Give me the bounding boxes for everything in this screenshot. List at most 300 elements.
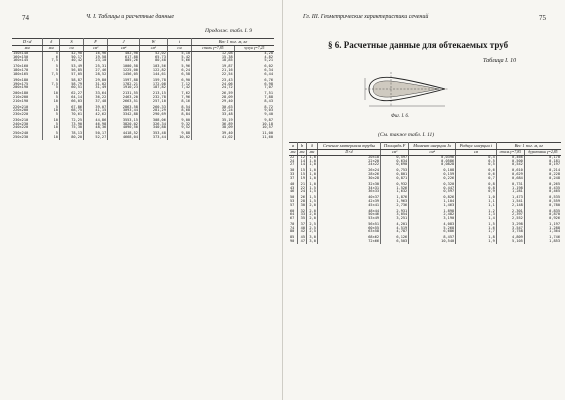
table-cell: 0,826 <box>409 196 456 200</box>
table-cell: 42×39 <box>317 200 380 204</box>
table-cell: 12 <box>297 156 306 160</box>
table-cell: 6,90 <box>167 79 191 83</box>
unit-cell: мм <box>297 150 306 156</box>
table-cell: 0,170 <box>549 155 560 159</box>
table-cell: 7,5 <box>43 83 60 87</box>
col-header: сталь γ=7,85 <box>496 150 524 156</box>
table-cell: 187,82 <box>139 86 167 92</box>
table-cell: 7,62 <box>167 92 191 96</box>
table-cell: 15 <box>297 173 306 177</box>
table-cell: 57,05 <box>59 73 83 79</box>
table-cell: 24 <box>289 160 297 164</box>
table-cell: 70 <box>289 223 297 227</box>
table-cell: 0,835 <box>549 208 560 213</box>
table-cell: 58,79 <box>59 83 83 87</box>
table-cell: 5,66 <box>167 59 191 65</box>
table-cell: 24,06 <box>192 83 235 87</box>
table-cell: 80,20 <box>59 136 83 140</box>
table-cell: 617,88 <box>108 56 140 60</box>
table-cell: 159,78 <box>139 79 167 83</box>
table-cell: 50,17 <box>59 56 83 60</box>
table-cell: 3,547 <box>496 227 524 231</box>
table-cell: 1,541 <box>496 200 524 204</box>
table-cell: 10 <box>43 119 60 123</box>
table-cell: 6 <box>43 56 60 60</box>
table-cell: 0,226 <box>409 177 456 183</box>
unit-cell: см⁴ <box>108 46 140 52</box>
table-cell: 0,870 <box>549 212 560 217</box>
col-group-header: Вес 1 пог. м, кг <box>496 143 561 150</box>
table-cell: 8,72 <box>264 104 273 109</box>
table-cell: 22 <box>289 156 297 160</box>
table-cell: 0,447 <box>409 187 456 191</box>
table-cell: 308,06 <box>139 119 167 123</box>
table-cell: 10 <box>43 136 60 140</box>
table-cell: 50 <box>289 196 297 200</box>
table-cell: 210×190 <box>12 100 43 106</box>
table-cell: 0,6 <box>456 169 497 173</box>
table-cell: 7,07 <box>264 85 273 90</box>
table-cell: 80 <box>289 230 297 236</box>
table-cell: 4,519 <box>381 227 409 231</box>
table-cell: 0,6 <box>456 173 497 177</box>
table-cell: 40 <box>297 227 306 231</box>
table-cell: 1782,21 <box>108 83 140 87</box>
table-cell: 10,02 <box>167 136 191 140</box>
table-cell: 21,16 <box>192 69 235 73</box>
table-cell: 0,629 <box>496 173 524 177</box>
table-cell: 290,69 <box>139 113 167 119</box>
table-cell: 5 <box>43 113 60 119</box>
table-cell: 9,40 <box>264 112 273 117</box>
table-cell: 353,48 <box>139 132 167 136</box>
table-cell: 0,926 <box>549 216 560 221</box>
table-cell: 0,181 <box>549 158 560 163</box>
table-cell: 1,364 <box>549 229 560 234</box>
table-cell: 7,12 <box>167 83 191 87</box>
table-cell: 16,96 <box>84 52 108 56</box>
table-cell: 1597,88 <box>108 79 140 83</box>
col-header: a <box>289 143 297 150</box>
table-cell: 34×31 <box>317 187 380 191</box>
table-cell: 1,898 <box>409 210 456 214</box>
table-cell: 0,932 <box>381 183 409 187</box>
table-cell: 29,80 <box>84 79 108 83</box>
right-table-body <box>289 156 561 244</box>
table-cell: 1,9 <box>456 240 497 244</box>
table-cell: 240×230 <box>12 123 43 127</box>
col-header: Сечение материала трубы <box>317 143 380 150</box>
unit-cell: см² <box>381 150 409 156</box>
table-cell: 230×210 <box>12 119 43 123</box>
table-row <box>289 240 561 244</box>
col-header: F <box>84 39 108 46</box>
table-cell: 190×180 <box>12 79 43 83</box>
table-cell: 90 <box>289 240 297 244</box>
table-cell: 38,09 <box>192 126 235 132</box>
table-cell: 47 <box>297 240 306 244</box>
table-cell: 5 <box>43 106 60 110</box>
table-cell: 1,1 <box>456 200 497 204</box>
table-cell: 66,03 <box>59 100 83 106</box>
table-cell: 1,746 <box>549 235 560 240</box>
table-cell: 42,90 <box>59 52 83 56</box>
table-cell: 1,8 <box>456 236 497 240</box>
table-cell: 805,26 <box>108 59 140 65</box>
table-cell: 64 <box>289 213 297 217</box>
table-cell: 7,96 <box>167 96 191 100</box>
table-cell: 0,8 <box>456 187 497 191</box>
table-cell: 52,02 <box>139 52 167 56</box>
table-cell: 40,42 <box>59 59 83 65</box>
table-cell: 53 <box>289 200 297 204</box>
table-cell: 2,5 <box>306 227 317 231</box>
table-cell: 56×51 <box>317 223 380 227</box>
table-cell: 0,5 <box>456 160 497 164</box>
table-cell: 190×175 <box>12 83 43 87</box>
table-cell: 3820,02 <box>108 123 140 127</box>
table-cell: 31,49 <box>84 86 108 92</box>
table-cell: 58,87 <box>59 79 83 83</box>
table-cell: 26 <box>297 196 306 200</box>
table-cell: 6,34 <box>264 68 273 73</box>
table-cell: 28 <box>297 200 306 204</box>
running-head: Ч. I. Таблицы и расчетные данные <box>86 14 175 20</box>
table-cell: 22×20 <box>317 160 380 164</box>
table-cell: 9,52 <box>167 126 191 132</box>
table-cell: 1,0 <box>306 169 317 173</box>
table-cell: 68,75 <box>59 109 83 113</box>
table-cell: 22 <box>297 187 306 191</box>
table-cell: 170×160 <box>12 65 43 69</box>
table-cell: 0,159 <box>409 173 456 177</box>
table-cell: 46,98 <box>84 123 108 127</box>
table-cell: 0,542 <box>496 163 524 169</box>
table-cell: 5,105 <box>496 240 524 244</box>
table-cell: 48×44 <box>317 210 380 214</box>
table-cell: 56,85 <box>59 69 83 73</box>
right-data-table <box>289 142 561 244</box>
table-cell: 50,17 <box>84 132 108 136</box>
table-cell: 36,89 <box>192 123 235 127</box>
table-cell: 5 <box>43 52 60 56</box>
unit-cell: см <box>456 150 497 156</box>
table-cell: 1,2 <box>456 210 497 214</box>
table-cell: 1,3 <box>456 213 497 217</box>
table-cell: 15 <box>297 169 306 173</box>
unit-cell: мм <box>43 46 60 52</box>
table-cell: 220×210 <box>12 106 43 110</box>
table-cell: 250×230 <box>12 136 43 140</box>
table-cell: 2,0 <box>306 210 317 214</box>
table-note: (См. также табл. I. 11) <box>378 132 435 138</box>
table-cell: 3553,15 <box>108 119 140 123</box>
table-cell: 6,02 <box>264 64 273 69</box>
table-cell: 0,753 <box>381 169 409 173</box>
table-cell: 0,0396 <box>409 156 456 160</box>
table-cell: 80,48 <box>139 59 167 65</box>
table-cell: 67,86 <box>59 106 83 110</box>
table-cell: 4,787 <box>381 230 409 236</box>
table-cell: 48,36 <box>84 126 108 132</box>
table-cell: 1,0 <box>306 163 317 169</box>
table-cell: 1,104 <box>409 200 456 204</box>
table-cell: 35 <box>297 217 306 223</box>
table-cell: 10 <box>43 100 60 106</box>
table-cell: 9,87 <box>264 118 273 123</box>
table-cell: 0,108 <box>409 169 456 173</box>
table-cell: 5 <box>43 123 60 127</box>
table-cell: 4418,52 <box>108 132 140 136</box>
table-cell: 52,27 <box>84 136 108 140</box>
table-cell: 2,0 <box>306 213 317 217</box>
table-cell: 6,44 <box>264 71 273 76</box>
table-cell: 4,82 <box>264 54 273 59</box>
table-cell: 4668,04 <box>108 136 140 140</box>
table-cell: 326,34 <box>139 123 167 127</box>
table-cell: 26×24 <box>317 169 380 173</box>
table-cell: 8,16 <box>167 100 191 106</box>
table-cell: 3,054 <box>381 213 409 217</box>
table-cell: 67 <box>289 217 297 223</box>
unit-cell: см⁴ <box>409 150 456 156</box>
table-cell: 23,10 <box>84 59 108 65</box>
table-cell: 122,82 <box>139 69 167 73</box>
table-cell: 1,632 <box>381 190 409 196</box>
table-cell: 5,96 <box>167 65 191 69</box>
table-cell: 0,248 <box>549 175 560 180</box>
table-cell: 1,5 <box>306 187 317 191</box>
col-header: чугун γ=7,25 <box>234 46 274 52</box>
table-cell: 32,24 <box>192 109 235 113</box>
table-cell: 0,597 <box>409 190 456 196</box>
table-cell: 200×180 <box>12 92 43 96</box>
running-head: Гл. III. Геометрические характеристики сечений <box>303 14 429 20</box>
table-cell: 65,73 <box>139 56 167 60</box>
unit-cell: мм <box>306 150 317 156</box>
table-cell: 2463,20 <box>108 96 140 100</box>
table-cell: 2,0 <box>306 204 317 210</box>
table-cell: 72,25 <box>59 119 83 123</box>
table-cell: 7,42 <box>167 86 191 92</box>
table-cell: 6,126 <box>381 236 409 240</box>
table-cell: 43 <box>289 187 297 191</box>
page-number: 75 <box>539 14 546 22</box>
table-cell: 1,5 <box>306 190 317 196</box>
table-cell: 1,4 <box>456 217 497 223</box>
table-cell: 33,48 <box>192 113 235 119</box>
table-cell: 0,466 <box>496 156 524 160</box>
section-title: § 6. Расчетные данные для обтекаемых труб <box>328 40 509 50</box>
table-cell: 0,684 <box>496 177 524 183</box>
table-cell: 41,02 <box>192 136 235 140</box>
table-cell: 7,51 <box>264 91 273 96</box>
table-cell: 40×37 <box>317 196 380 200</box>
table-cell: 0,801 <box>381 173 409 177</box>
table-cell: 1456,05 <box>108 73 140 79</box>
table-cell: 250×240 <box>12 132 43 136</box>
table-cell: 37 <box>297 223 306 227</box>
table-cell: 1,473 <box>496 196 524 200</box>
table-cell: 0,780 <box>549 202 560 207</box>
table-cell: 1,5 <box>306 200 317 204</box>
unit-cell: см² <box>84 46 108 52</box>
table-cell: 50×46 <box>317 213 380 217</box>
col-header: W <box>139 39 167 46</box>
col-header: S <box>59 39 83 46</box>
table-cell: 0,7 <box>456 177 497 183</box>
table-cell: 0,634 <box>381 160 409 164</box>
table-cell: 4,809 <box>496 236 524 240</box>
table-cell: 1,0 <box>456 196 497 200</box>
table-cell: 5 <box>43 79 60 83</box>
left-data-table <box>12 38 274 140</box>
table-cell: 5 <box>43 65 60 69</box>
table-cell: 3,0 <box>306 240 317 244</box>
table-cell: 2,552 <box>496 217 524 223</box>
table-cell: 28×26 <box>317 173 380 177</box>
table-cell: 4090,50 <box>108 126 140 132</box>
table-cell: 0,0828 <box>409 163 456 169</box>
table-cell: 9,88 <box>167 132 191 136</box>
table-cell: 1,0 <box>306 173 317 177</box>
table-cell: 3,298 <box>496 223 524 227</box>
table-cell: 6,76 <box>264 77 273 82</box>
table-cell: 10 <box>43 109 60 113</box>
table-title: Таблица I. 10 <box>483 58 517 64</box>
table-cell: 5 <box>43 132 60 136</box>
table-cell: 19,58 <box>84 56 108 60</box>
table-cell: 0,435 <box>549 185 560 190</box>
table-cell: 85 <box>289 236 297 240</box>
right-page <box>283 0 565 400</box>
table-cell: 0,8 <box>456 183 497 187</box>
table-cell: 2663,51 <box>108 100 140 106</box>
col-header: b <box>297 143 306 150</box>
table-cell: 21 <box>297 183 306 187</box>
col-header: D×d <box>12 39 43 46</box>
table-cell: 23,43 <box>192 79 235 83</box>
table-cell: 6,98 <box>264 81 273 86</box>
col-header: J <box>108 39 140 46</box>
table-cell: 42,62 <box>84 113 108 119</box>
table-cell: 30 <box>297 204 306 210</box>
table-cell: 30 <box>289 169 297 173</box>
table-cell: 1,7 <box>456 230 497 236</box>
table-cell: 30×28 <box>317 177 380 183</box>
table-cell: 0,871 <box>381 177 409 183</box>
table-cell: 1,463 <box>409 204 456 210</box>
table-cell: 0,197 <box>549 162 560 167</box>
table-cell: 5,10 <box>167 52 191 56</box>
col-header: Площадь F <box>381 143 409 150</box>
table-cell: 0,465 <box>549 189 560 194</box>
table-row <box>12 136 274 140</box>
table-cell: 230×220 <box>12 113 43 119</box>
table-cell: 10,57 <box>262 125 273 130</box>
table-cell: 213,15 <box>139 92 167 96</box>
table-cell: 22,54 <box>192 73 235 79</box>
table-cell: 1,0 <box>306 183 317 187</box>
table-cell: 1,197 <box>549 222 560 227</box>
left-table-body <box>12 52 274 140</box>
table-cell: 70,61 <box>59 113 83 119</box>
table-cell: 33 <box>289 173 297 177</box>
table-cell: 0,690 <box>381 163 409 169</box>
figure-caption: Фиг. I. 6. <box>391 114 410 119</box>
table-cell: 257,10 <box>139 100 167 106</box>
table-cell: 5,21 <box>264 58 273 63</box>
table-cell: 1,288 <box>549 225 560 230</box>
table-cell: 25,31 <box>84 65 108 69</box>
col-header: δ <box>306 143 317 150</box>
table-cell: 220×200 <box>12 109 43 113</box>
col-header: Момент инерции Jx <box>409 143 456 150</box>
table-cell: 42 <box>297 230 306 236</box>
table-cell: 1,876 <box>381 196 409 200</box>
table-cell: 45 <box>297 236 306 240</box>
table-cell: 1,198 <box>496 187 524 191</box>
table-cell: 2,5 <box>306 230 317 236</box>
table-cell: 10 <box>43 126 60 132</box>
table-cell: 6,503 <box>381 240 409 244</box>
table-cell: 1,963 <box>381 200 409 204</box>
col-header: Радиус инерции i <box>456 143 497 150</box>
unit-cell: D×d <box>317 150 380 156</box>
table-cell: 10,540 <box>409 240 456 244</box>
unit-cell: см <box>167 46 191 52</box>
table-cell: 210×200 <box>12 96 43 100</box>
table-cell: 12,08 <box>192 52 235 56</box>
table-cell: 19 <box>297 177 306 183</box>
table-cell: 8,68 <box>167 109 191 113</box>
table-cell: 0,265 <box>549 181 560 186</box>
table-cell: 1225,00 <box>108 69 140 73</box>
table-cell: 36,22 <box>84 96 108 100</box>
airfoil-tube-figure <box>361 68 451 110</box>
table-cell: 5,268 <box>409 227 456 231</box>
table-cell: 62,27 <box>59 92 83 96</box>
table-cell: 53,49 <box>59 65 83 69</box>
table-cell: 3,758 <box>496 230 524 236</box>
table-cell: 2,301 <box>496 210 524 214</box>
table-cell: 0,535 <box>549 195 560 200</box>
table-cell: 46 <box>289 190 297 196</box>
col-header: дуралюмин γ=2,85 <box>524 150 561 156</box>
page-number: 74 <box>22 14 29 22</box>
table-cell: 0,320 <box>409 183 456 187</box>
table-cell: 1,6 <box>456 227 497 231</box>
table-cell: 3,0 <box>306 236 317 240</box>
table-cell: 37 <box>289 177 297 183</box>
table-cell: 11,60 <box>262 135 273 140</box>
table-cell: 3,251 <box>381 217 409 223</box>
table-cell: 260,33 <box>139 106 167 110</box>
table-cell: 35,19 <box>192 119 235 123</box>
table-cell: 160×145 <box>12 59 43 65</box>
table-cell: 8,54 <box>167 106 191 110</box>
table-cell: 6,686 <box>409 230 456 236</box>
table-cell: 3,190 <box>409 217 456 223</box>
table-cell: 0,214 <box>549 168 560 173</box>
table-cell: 4,201 <box>381 223 409 227</box>
table-cell: 2,148 <box>496 204 524 210</box>
table-cell: 9,00 <box>167 119 191 123</box>
table-cell: 1,281 <box>496 190 524 196</box>
table-cell: 14 <box>297 163 306 169</box>
continuation-title: Продолж. табл. I. 9 <box>205 28 252 34</box>
table-cell: 1,526 <box>381 187 409 191</box>
